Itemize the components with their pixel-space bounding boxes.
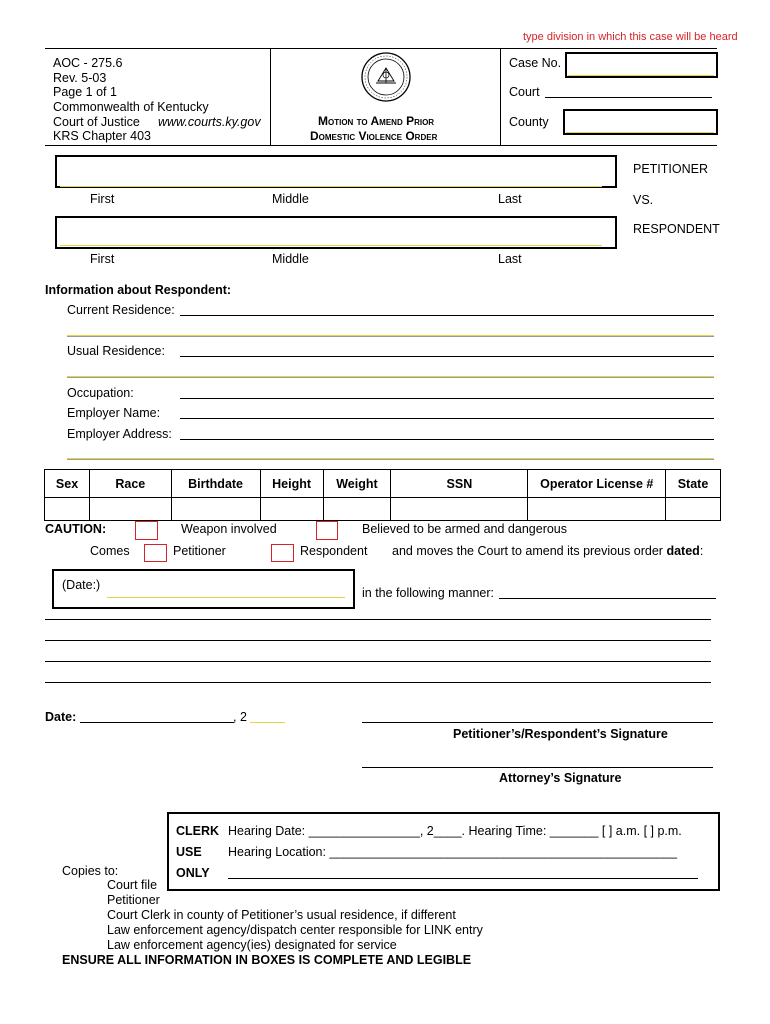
petitioner-label: PETITIONER [633,162,709,176]
comes-label: Comes [90,544,130,558]
col-state: State [666,470,721,498]
current-residence-field[interactable] [180,315,714,316]
manner-field-1[interactable] [499,598,716,599]
state-name: Commonwealth of Kentucky [53,100,209,114]
header-top-rule [45,48,717,49]
current-residence-label: Current Residence: [67,303,175,317]
copies-item: Law enforcement agency/dispatch center responsible for LINK entry [107,923,483,937]
division-note: type division in which this case will be heard [523,31,738,43]
copies-item: Petitioner [107,893,160,907]
only-label: ONLY [176,866,210,880]
dated-colon: : [699,544,704,558]
manner-field-3[interactable] [45,640,711,641]
form-title-line1: Motion to Amend Prior [318,114,435,128]
clerk-label: CLERK [176,824,220,838]
birthdate-cell[interactable] [171,498,260,521]
website-link[interactable]: www.courts.ky.gov [158,115,261,129]
petitioner-signature-label: Petitioner’s/Respondent’s Signature [453,727,668,741]
signature-year-prefix: , 2 [233,710,247,724]
col-sex: Sex [45,470,90,498]
respondent-label: RESPONDENT [633,222,720,236]
case-no-underline [568,75,714,76]
respondent-middle-label: Middle [272,252,309,266]
manner-field-4[interactable] [45,661,711,662]
employer-name-field[interactable] [180,418,714,419]
manner-field-2[interactable] [45,619,711,620]
copies-item: Law enforcement agency(ies) designated for service [107,938,397,952]
usual-residence-field[interactable] [180,356,714,357]
comes-respondent-label: Respondent [300,544,368,558]
usual-residence-label: Usual Residence: [67,344,165,358]
court-label: Court [509,85,540,99]
moves-label: and moves the Court to amend its previous order [392,544,663,558]
employer-address-label: Employer Address: [67,427,172,441]
respondent-info-heading: Information about Respondent: [45,283,232,297]
court-field[interactable] [545,97,712,98]
krs-chapter: KRS Chapter 403 [53,129,151,143]
hearing-date-line[interactable]: Hearing Date: ________________, 2____. Hearing Time: _______ [ ] a.m. [ ] p.m. [228,824,682,838]
employer-name-label: Employer Name: [67,406,161,420]
col-birthdate: Birthdate [171,470,260,498]
occupation-label: Occupation: [67,386,134,400]
dated-label: dated [666,544,700,558]
county-underline [566,132,714,133]
identification-table [44,469,721,521]
table-header-row [45,470,721,498]
footer-notice: ENSURE ALL INFORMATION IN BOXES IS COMPLETE AND LEGIBLE [62,953,472,967]
signature-date-field[interactable] [80,722,234,723]
table-row [45,498,721,521]
armed-label: Believed to be armed and dangerous [362,522,568,536]
signature-date-label: Date: [45,710,77,724]
respondent-checkbox[interactable] [271,544,294,562]
weapon-label: Weapon involved [181,522,277,536]
copies-item: Court file [107,878,158,892]
attorney-signature-label: Attorney’s Signature [499,771,622,785]
petitioner-last-label: Last [498,192,522,206]
occupation-field[interactable] [180,398,714,399]
respondent-last-label: Last [498,252,522,266]
court-of-justice: Court of Justice [53,115,140,129]
employer-address-field[interactable] [180,439,714,440]
date-box-underline [107,597,345,598]
usual-residence-line2-black [67,377,714,378]
form-number: AOC - 275.6 [53,56,123,70]
armed-checkbox[interactable] [316,521,338,540]
case-no-label: Case No. [509,56,562,70]
respondent-underline [60,245,602,246]
col-height: Height [260,470,323,498]
race-cell[interactable] [90,498,172,521]
copies-item: Court Clerk in county of Petitioner’s usual residence, if different [107,908,456,922]
comes-petitioner-label: Petitioner [173,544,226,558]
vs-label: VS. [633,193,654,207]
col-ssn: SSN [391,470,528,498]
attorney-signature-line[interactable] [362,767,713,768]
header-bottom-rule [45,145,717,146]
col-operator-license: Operator License # [528,470,666,498]
respondent-first-label: First [90,252,115,266]
clerk-extra-field[interactable] [228,878,698,879]
manner-field-5[interactable] [45,682,711,683]
employer-address-line2-black [67,459,714,460]
header-divider-left [270,48,271,145]
petitioner-underline [60,186,602,187]
sex-cell[interactable] [45,498,90,521]
page-indicator: Page 1 of 1 [53,85,117,99]
copies-label: Copies to: [62,864,119,878]
court-seal [360,51,412,103]
height-cell[interactable] [260,498,323,521]
moves-text [392,544,703,558]
signature-year-field[interactable] [250,722,285,723]
petitioner-name-field[interactable] [55,155,617,188]
date-box-label: (Date:) [62,578,101,592]
petitioner-signature-line[interactable] [362,722,713,723]
col-weight: Weight [323,470,391,498]
hearing-location-line[interactable]: Hearing Location: __________________________________________________ [228,845,678,859]
ssn-cell[interactable] [391,498,528,521]
use-label: USE [176,845,202,859]
caution-label: CAUTION: [45,522,107,536]
form-revision: Rev. 5-03 [53,71,107,85]
state-cell[interactable] [666,498,721,521]
header-divider-right [500,48,501,145]
county-label: County [509,115,549,129]
weight-cell[interactable] [323,498,391,521]
following-manner-label: in the following manner: [362,586,495,600]
operator-license-cell[interactable] [528,498,666,521]
form-title-line2: Domestic Violence Order [310,129,438,143]
current-residence-line2-black [67,336,714,337]
weapon-checkbox[interactable] [135,521,158,540]
petitioner-checkbox[interactable] [144,544,167,562]
petitioner-first-label: First [90,192,115,206]
col-race: Race [90,470,172,498]
petitioner-middle-label: Middle [272,192,309,206]
